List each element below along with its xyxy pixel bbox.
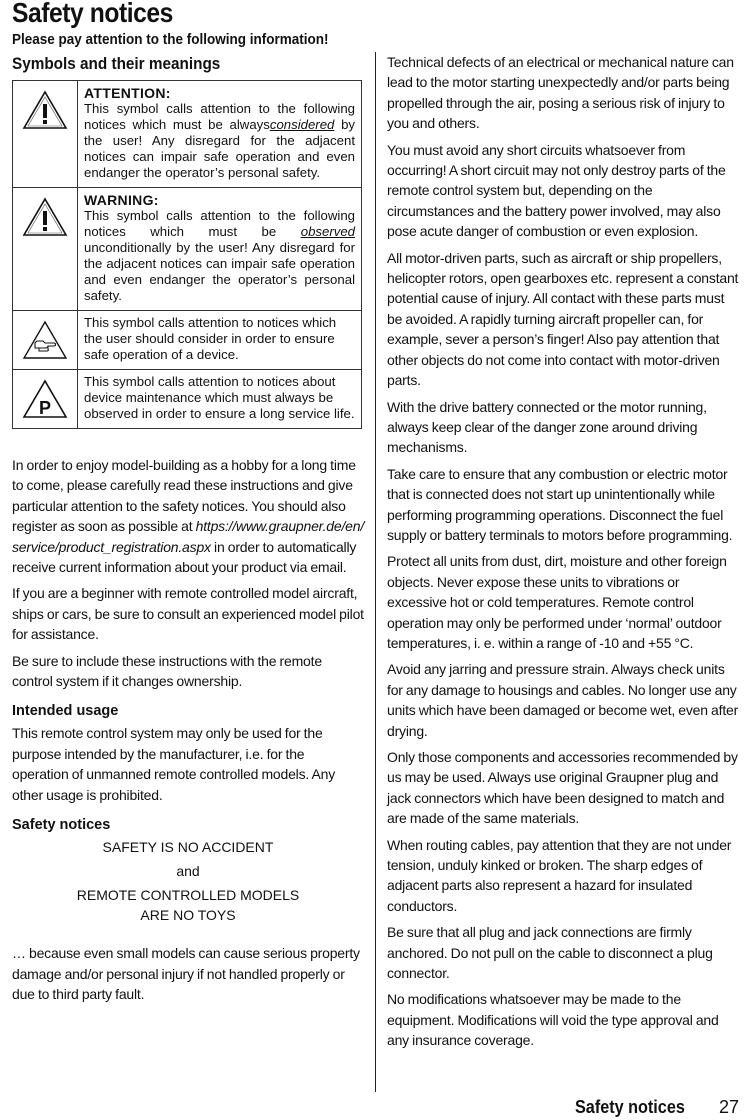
- column-divider: [375, 52, 376, 1092]
- symbol-row-maintenance: [13, 370, 362, 429]
- footer-section-title: Safety notices: [575, 1097, 685, 1117]
- symbol-text: This symbol calls attention to notices which the user should consider in order to ensure safe operation of a device.: [84, 315, 337, 362]
- page-title: Safety notices: [12, 0, 173, 28]
- symbols-table: [12, 80, 362, 429]
- intro-text: in order to automatically receive current information about your product via email.: [12, 538, 357, 576]
- symbol-description: [78, 188, 362, 311]
- page-number: 27: [719, 1097, 740, 1117]
- symbol-text: This symbol calls attention to the following notices which must be always: [84, 101, 355, 132]
- safety-notices-heading: Safety notices: [12, 817, 111, 834]
- beginner-paragraph: If you are a beginner with remote controlled model aircraft, ships or cars, be sure to consult an experienced model pilot for assistance.: [12, 585, 364, 643]
- safety-slogan-line: SAFETY IS NO ACCIDENT: [102, 839, 274, 856]
- symbol-icon-cell: [13, 370, 78, 429]
- safety-paragraph: Be sure that all plug and jack connections are firmly anchored. Do not pull on the cable to disconnect a plug connector.: [387, 924, 713, 982]
- safety-paragraph: No modifications whatsoever may be made to the equipment. Modifications will void the type approval and any insurance coverage.: [387, 991, 719, 1049]
- intended-usage-heading: Intended usage: [12, 703, 119, 720]
- symbol-row-notice: [13, 311, 362, 370]
- symbol-row-warning: [13, 188, 362, 311]
- warning-triangle-icon: [21, 89, 69, 131]
- registration-link[interactable]: https://www.graupner.de/en/service/product_registration.aspx: [12, 518, 365, 555]
- left-column: [12, 54, 364, 1010]
- symbols-heading: Symbols and their meanings: [12, 54, 221, 73]
- symbol-row-attention: [13, 81, 362, 188]
- symbol-icon-cell: [13, 311, 78, 370]
- intro-text: In order to enjoy model-building as a hobby for a long time to come, please carefully read these instructions and give particular attention to the safety notices. You should also register as soon as possible at: [12, 457, 356, 535]
- symbol-description: [78, 311, 362, 370]
- safety-closing-paragraph: … because even small models can cause serious property damage and/or personal injury if not handled properly or due to third party fault.: [12, 945, 360, 1002]
- intro-paragraph: [12, 455, 364, 577]
- hand-pointer-triangle-icon: [21, 319, 69, 361]
- symbol-icon-cell: [13, 81, 78, 188]
- safety-paragraph: All motor-driven parts, such as aircraft or ship propellers, helicopter rotors, open gearboxes etc. represent a constant potential cause of injury. All contact with these parts must be avoided. A rapidly turning aircraft propeller can, for example, sever a person’s finger! Also pay attention that other objects do not come into contact with motor-driven parts.: [387, 249, 739, 389]
- right-column: [387, 52, 739, 1057]
- symbol-text: This symbol calls attention to the following notices which must be: [84, 208, 355, 239]
- warning-triangle-icon: [21, 196, 69, 238]
- safety-slogan-line: ARE NO TOYS: [140, 907, 236, 924]
- safety-paragraph: Protect all units from dust, dirt, moisture and other foreign objects. Never expose these units to vibrations or excessive hot or cold temperatures. Remote control operation may only be performed under ‘normal’ outdoor temperatures, i. e. within a range of -10 and +55 °C.: [387, 553, 727, 651]
- safety-paragraph: With the drive battery connected or the motor running, always keep clear of the danger zone around driving mechanisms.: [387, 398, 707, 456]
- page-subtitle: Please pay attention to the following information!: [12, 31, 329, 48]
- symbol-text: by the user! Any disregard for the adjacent notices can impair safe operation and even endanger the operator’s personal safety.: [84, 117, 355, 180]
- symbol-description: [78, 370, 362, 429]
- symbol-description: [78, 81, 362, 188]
- safety-slogan-line: and: [176, 863, 200, 880]
- symbol-icon-cell: [13, 188, 78, 311]
- symbol-title: ATTENTION:: [84, 85, 171, 101]
- safety-paragraph: When routing cables, pay attention that they are not under tension, unduly kinked or broken. The sharp edges of adjacent parts also represent a hazard for insulated conductors.: [387, 836, 732, 914]
- p-triangle-icon: [21, 378, 69, 420]
- symbol-title: WARNING:: [84, 192, 159, 208]
- safety-paragraph: You must avoid any short circuits whatsoever from occurring! A short circuit may not only destroy parts of the remote control system but, depending on the circumstances and the battery power involved, may also pose acute danger of combustion or even explosion.: [387, 141, 726, 240]
- safety-paragraph: Technical defects of an electrical or mechanical nature can lead to the motor starting unexpectedly and/or parts being propelled through the air, posing a serious risk of injury to you and others.: [387, 54, 734, 132]
- symbol-text: This symbol calls attention to notices about device maintenance which must always be observed in order to ensure a long service life.: [84, 374, 355, 421]
- symbol-text: unconditionally by the user! Any disregard for the adjacent notices can impair safe operation and even endanger the operator’s personal safety.: [84, 240, 355, 303]
- safety-paragraph: Only those components and accessories recommended by us may be used. Always use original Graupner plug and jack connectors which have been designed to match and are made of the same materials.: [387, 749, 738, 827]
- p-letter: P: [38, 398, 52, 418]
- safety-slogan-line: REMOTE CONTROLLED MODELS: [76, 887, 300, 904]
- symbol-emphasis: considered: [269, 117, 335, 132]
- safety-paragraph: Avoid any jarring and pressure strain. Always check units for any damage to housings and cables. No longer use any units which have been damaged or become wet, even after drying.: [387, 661, 739, 739]
- ownership-paragraph: Be sure to include these instructions with the remote control system if it changes ownership.: [12, 652, 322, 690]
- intended-usage-paragraph: This remote control system may only be used for the purpose intended by the manufacturer, i.e. for the operation of unmanned remote controlled models. Any other usage is prohibited.: [12, 725, 336, 803]
- safety-paragraph: Take care to ensure that any combustion or electric motor that is connected does not start up unintentionally while performing programming operations. Disconnect the fuel supply or battery terminals to motors before programming.: [387, 465, 733, 543]
- symbol-emphasis: observed: [300, 224, 355, 239]
